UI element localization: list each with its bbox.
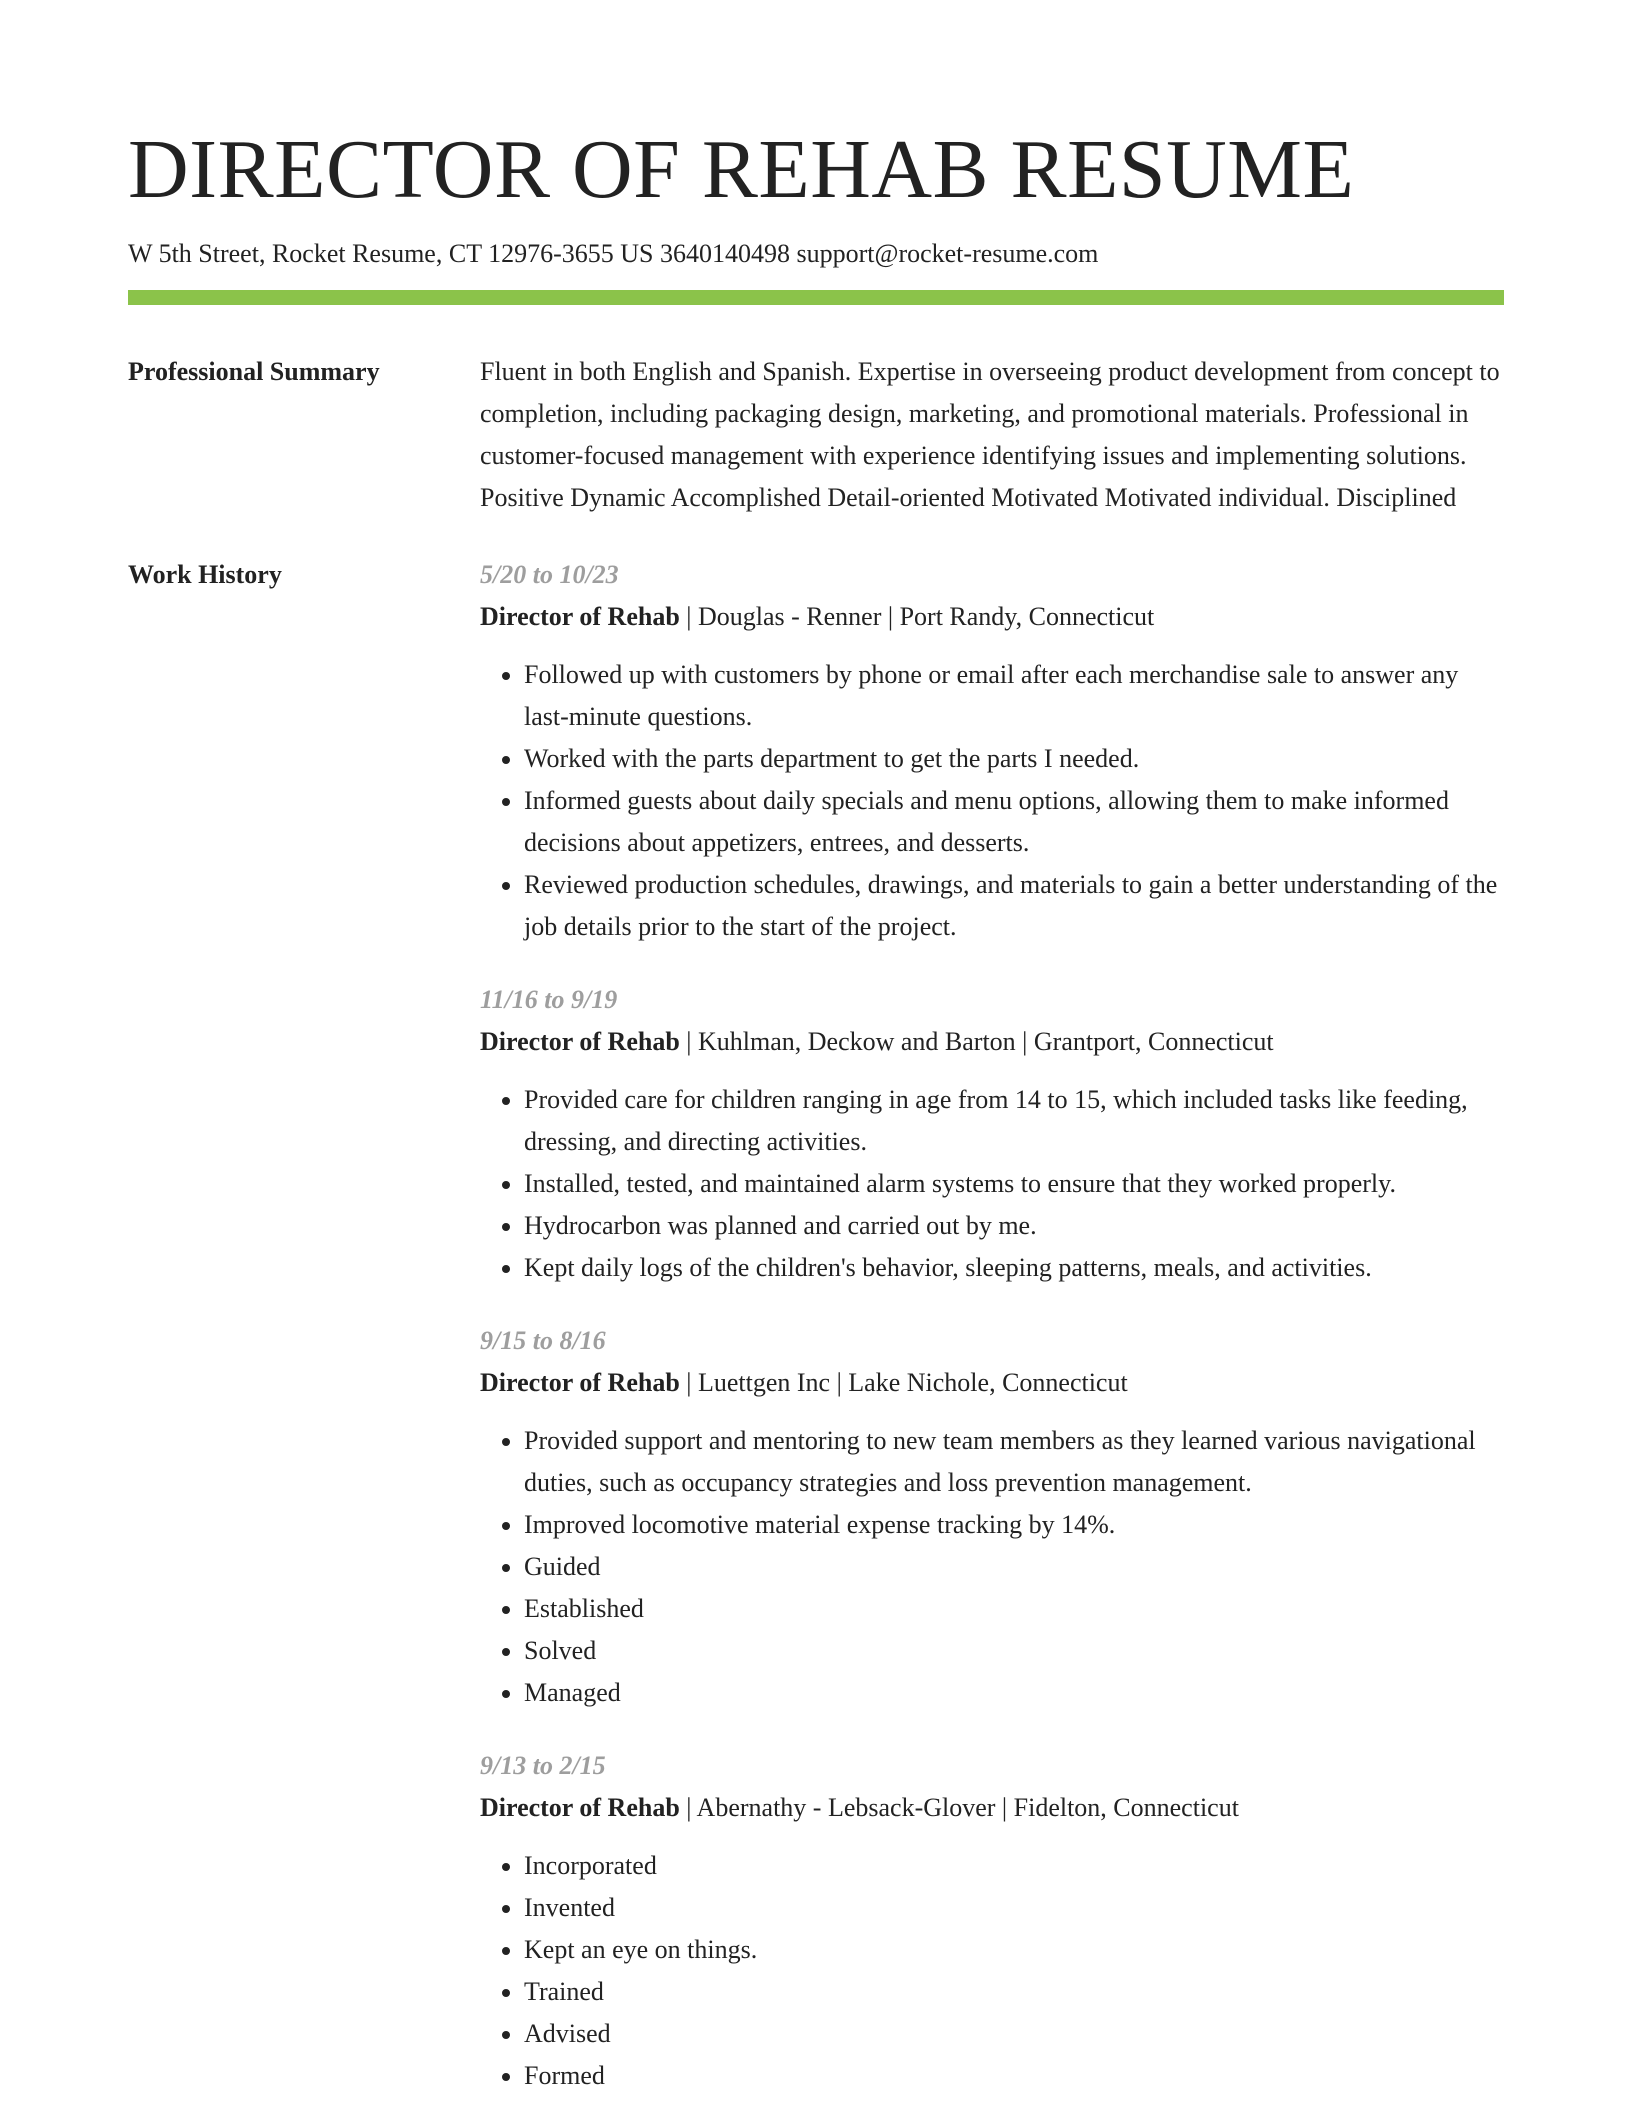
job-duty-item: • Provided care for children ranging in age from 14 to 15, which included tasks like feeding, dressing, and directing activities. [524,1079,1504,1163]
job-duty-item: • Installed, tested, and maintained alarm systems to ensure that they worked properly. [524,1163,1504,1205]
job-title: Director of Rehab [480,1027,680,1056]
job-duty-item: • Kept an eye on things. [524,1929,1504,1971]
job-duty-item: • Followed up with customers by phone or email after each merchandise sale to answer any last-minute questions. [524,654,1504,738]
job-title: Director of Rehab [480,1368,680,1397]
job-duty-item: • Informed guests about daily specials and menu options, allowing them to make informed decisions about appetizers, entrees, and desserts. [524,780,1504,864]
job-entry [480,979,1504,1289]
job-duty-item: • Worked with the parts department to get the parts I needed. [524,738,1504,780]
contact-phone: 3640140498 [660,239,790,268]
job-duty-item: • Guided [524,1546,1504,1588]
job-duty-item: • Provided support and mentoring to new team members as they learned various navigational duties, such as occupancy strategies and loss prevention management. [524,1420,1504,1504]
job-title: Director of Rehab [480,602,680,631]
job-duty-item: • Invented [524,1887,1504,1929]
job-duty-item: • Reviewed production schedules, drawings, and materials to gain a better understanding of the job details prior to the start of the project. [524,864,1504,948]
job-duty-item: • Managed [524,1672,1504,1714]
header-divider [128,290,1504,305]
job-duty-item: • Improved locomotive material expense tracking by 14%. [524,1504,1504,1546]
job-duty-item: • Solved [524,1630,1504,1672]
work-history-section [128,554,1504,2128]
job-duty-item: • Established [524,1588,1504,1630]
job-duty-item: • Kept daily logs of the children's behavior, sleeping patterns, meals, and activities. [524,1247,1504,1289]
resume-title: DIRECTOR OF REHAB RESUME [128,123,1355,216]
section-label-work-history: Work History [128,560,282,589]
job-duty-item: • Incorporated [524,1845,1504,1887]
job-title-line [480,596,1504,638]
summary-text: Fluent in both English and Spanish. Expertise in overseeing product development from concept to completion, including packaging design, marketing, and promotional materials. Professional in customer-focused management with experience identifying issues and implementing solutions. Positive Dynamic Accomplished Detail-oriented Motivated Motivated individual. Disciplined [480,357,1500,512]
contact-email[interactable]: support@rocket-resume.com [796,239,1099,268]
job-duties-list [480,654,1504,948]
job-employer-location: | Luettgen Inc | Lake Nichole, Connecticut [679,1368,1128,1397]
job-entry [480,1745,1504,2097]
resume-page [128,118,1504,2128]
job-title: Director of Rehab [480,1793,680,1822]
job-entry [480,1320,1504,1714]
job-duty-item: • Trained [524,1971,1504,2013]
job-title-line [480,1362,1504,1404]
job-duty-item: • Advised [524,2013,1504,2055]
job-list [480,554,1504,2128]
job-employer-location: | Abernathy - Lebsack-Glover | Fidelton, Connecticut [679,1793,1239,1822]
job-duty-item: • Hydrocarbon was planned and carried out by me. [524,1205,1504,1247]
job-title-line [480,1787,1504,1829]
job-dates: 11/16 to 9/19 [480,985,618,1014]
job-dates: 9/15 to 8/16 [480,1326,606,1355]
job-duties-list [480,1079,1504,1289]
job-duties-list [480,1420,1504,1714]
professional-summary-section [128,351,1504,519]
job-dates: 9/13 to 2/15 [480,1751,606,1780]
job-employer-location: | Douglas - Renner | Port Randy, Connecticut [679,602,1155,631]
job-entry [480,554,1504,948]
contact-line [128,236,1504,272]
job-title-line [480,1021,1504,1063]
section-label-summary: Professional Summary [128,357,380,386]
job-duties-list [480,1845,1504,2097]
contact-address: W 5th Street, Rocket Resume, CT 12976-3655 US [128,239,654,268]
job-dates: 5/20 to 10/23 [480,560,619,589]
job-duty-item: • Formed [524,2055,1504,2097]
job-employer-location: | Kuhlman, Deckow and Barton | Grantport, Connecticut [679,1027,1274,1056]
